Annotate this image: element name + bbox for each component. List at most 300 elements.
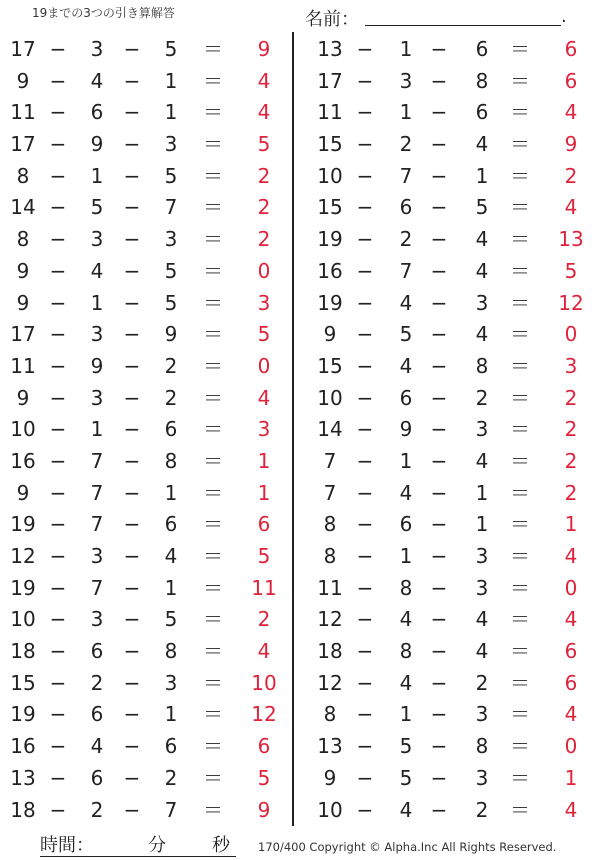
third-number: 2 (164, 765, 178, 790)
minus-sign: − (123, 163, 141, 188)
second-number: 4 (399, 797, 413, 822)
first-number: 19 (317, 290, 343, 315)
minus-sign: − (430, 544, 448, 568)
second-number: 7 (90, 512, 104, 537)
third-number: 8 (475, 353, 489, 378)
time-label: 時間： (40, 835, 94, 856)
second-number: 1 (399, 702, 413, 727)
problem-row (305, 668, 595, 700)
first-number: 18 (10, 639, 36, 664)
minus-sign: − (123, 544, 141, 568)
minus-sign: − (356, 575, 374, 600)
answer: 0 (257, 353, 271, 378)
equals-sign: ＝ (510, 163, 530, 188)
second-number: 3 (90, 227, 104, 252)
equals-sign: ＝ (203, 290, 223, 315)
answer: 6 (564, 68, 578, 93)
sheet-title: 19までの3つの引き算解答 (32, 6, 175, 20)
second-number: 4 (399, 353, 413, 378)
third-number: 2 (475, 385, 489, 410)
answer: 4 (257, 100, 271, 125)
time-field[interactable] (40, 828, 236, 857)
equals-sign: ＝ (510, 734, 530, 759)
problem-row (0, 668, 290, 700)
minus-sign: − (123, 480, 141, 505)
seconds-label: 秒 (212, 835, 230, 856)
equals-sign: ＝ (510, 290, 530, 315)
minus-sign: − (430, 37, 448, 61)
equals-sign: ＝ (510, 607, 530, 632)
answer: 0 (564, 734, 578, 759)
second-number: 4 (90, 734, 104, 759)
equals-sign: ＝ (510, 353, 530, 378)
answer: 1 (564, 765, 578, 790)
minus-sign: − (356, 670, 374, 695)
third-number: 1 (164, 68, 178, 93)
first-number: 7 (323, 448, 337, 473)
minus-sign: − (49, 258, 67, 283)
answer: 6 (257, 734, 271, 759)
equals-sign: ＝ (510, 385, 530, 410)
answer: 2 (564, 417, 578, 442)
copyright-footer: 170/400 Copyright © Alpha.Inc All Rights Reserved. (258, 840, 557, 854)
second-number: 7 (399, 258, 413, 283)
minus-sign: − (49, 639, 67, 664)
minus-sign: − (356, 227, 374, 252)
problem-row (305, 97, 595, 129)
third-number: 1 (164, 575, 178, 600)
first-number: 9 (16, 480, 30, 505)
equals-sign: ＝ (510, 639, 530, 664)
minus-sign: − (123, 607, 141, 632)
equals-sign: ＝ (203, 132, 223, 157)
problem-row (305, 129, 595, 161)
answer: 0 (564, 575, 578, 600)
answer: 3 (257, 290, 271, 315)
first-number: 12 (317, 607, 343, 632)
minus-sign: − (49, 385, 67, 410)
minus-sign: − (356, 417, 374, 442)
name-label: 名前： (305, 9, 359, 30)
problem-row (305, 604, 595, 636)
answer: 2 (564, 163, 578, 188)
first-number: 8 (16, 163, 30, 188)
first-number: 12 (317, 670, 343, 695)
third-number: 5 (164, 258, 178, 283)
third-number: 5 (164, 163, 178, 188)
second-number: 4 (90, 258, 104, 283)
problem-row (0, 541, 290, 573)
equals-sign: ＝ (510, 37, 530, 61)
minus-sign: − (49, 417, 67, 442)
minus-sign: − (430, 385, 448, 410)
second-number: 1 (399, 100, 413, 125)
minus-sign: − (356, 765, 374, 790)
problem-row (305, 288, 595, 320)
second-number: 2 (90, 797, 104, 822)
third-number: 3 (475, 417, 489, 442)
first-number: 13 (10, 765, 36, 790)
problem-row (305, 161, 595, 193)
minus-sign: − (430, 68, 448, 93)
third-number: 4 (475, 448, 489, 473)
minus-sign: − (123, 670, 141, 695)
first-number: 16 (10, 734, 36, 759)
minus-sign: − (49, 68, 67, 93)
equals-sign: ＝ (203, 512, 223, 537)
answer: 4 (564, 195, 578, 220)
problem-row (305, 414, 595, 446)
equals-sign: ＝ (510, 797, 530, 822)
equals-sign: ＝ (510, 227, 530, 252)
problem-row (0, 478, 290, 510)
minus-sign: − (123, 385, 141, 410)
minus-sign: − (430, 132, 448, 157)
minus-sign: − (49, 765, 67, 790)
minus-sign: − (49, 448, 67, 473)
answer: 9 (564, 132, 578, 157)
problem-row (0, 129, 290, 161)
first-number: 19 (10, 512, 36, 537)
equals-sign: ＝ (203, 607, 223, 632)
equals-sign: ＝ (203, 353, 223, 378)
problem-row (305, 351, 595, 383)
problem-row (0, 636, 290, 668)
answer: 2 (257, 227, 271, 252)
problem-row (0, 192, 290, 224)
second-number: 2 (399, 227, 413, 252)
problem-row (305, 509, 595, 541)
third-number: 4 (475, 639, 489, 664)
problem-row (0, 288, 290, 320)
problem-row (305, 224, 595, 256)
minus-sign: − (123, 68, 141, 93)
second-number: 1 (90, 290, 104, 315)
third-number: 8 (164, 639, 178, 664)
equals-sign: ＝ (510, 100, 530, 125)
answer: 6 (257, 512, 271, 537)
second-number: 4 (399, 670, 413, 695)
answer: 4 (564, 100, 578, 125)
second-number: 3 (399, 68, 413, 93)
answer: 2 (564, 448, 578, 473)
name-field[interactable] (305, 2, 595, 30)
minus-sign: − (49, 670, 67, 695)
answer: 4 (257, 385, 271, 410)
equals-sign: ＝ (510, 512, 530, 537)
third-number: 5 (164, 607, 178, 632)
third-number: 1 (475, 512, 489, 537)
minus-sign: − (49, 797, 67, 822)
third-number: 3 (475, 575, 489, 600)
minus-sign: − (49, 575, 67, 600)
first-number: 18 (317, 639, 343, 664)
answer: 0 (564, 322, 578, 347)
minus-sign: − (356, 702, 374, 727)
equals-sign: ＝ (203, 227, 223, 252)
first-number: 14 (10, 195, 36, 220)
third-number: 4 (475, 132, 489, 157)
third-number: 4 (475, 607, 489, 632)
third-number: 3 (164, 227, 178, 252)
second-number: 1 (399, 448, 413, 473)
equals-sign: ＝ (203, 448, 223, 473)
equals-sign: ＝ (510, 68, 530, 93)
problem-row (305, 795, 595, 827)
answer: 12 (251, 702, 277, 727)
equals-sign: ＝ (203, 163, 223, 188)
minus-sign: − (430, 512, 448, 537)
answer: 1 (257, 480, 271, 505)
problem-row (0, 699, 290, 731)
minus-sign: − (430, 797, 448, 822)
first-number: 17 (10, 37, 36, 61)
third-number: 9 (164, 322, 178, 347)
third-number: 2 (164, 353, 178, 378)
minus-sign: − (430, 607, 448, 632)
minus-sign: − (430, 417, 448, 442)
answer: 4 (564, 797, 578, 822)
second-number: 4 (399, 290, 413, 315)
problem-row (305, 573, 595, 605)
minus-sign: − (430, 227, 448, 252)
first-number: 19 (317, 227, 343, 252)
answer: 13 (558, 227, 584, 252)
minus-sign: − (430, 639, 448, 664)
answer: 5 (257, 322, 271, 347)
first-number: 13 (317, 37, 343, 61)
right-problem-column (305, 34, 595, 826)
problem-row (305, 636, 595, 668)
minus-sign: − (356, 100, 374, 125)
problem-row (0, 161, 290, 193)
minus-sign: − (123, 322, 141, 347)
answer: 10 (251, 670, 277, 695)
minutes-label: 分 (148, 835, 166, 856)
third-number: 3 (164, 132, 178, 157)
minus-sign: − (430, 163, 448, 188)
minus-sign: − (430, 670, 448, 695)
third-number: 6 (475, 100, 489, 125)
equals-sign: ＝ (203, 480, 223, 505)
answer: 0 (257, 258, 271, 283)
equals-sign: ＝ (203, 765, 223, 790)
minus-sign: − (123, 353, 141, 378)
third-number: 8 (475, 68, 489, 93)
minus-sign: − (430, 575, 448, 600)
third-number: 1 (164, 480, 178, 505)
first-number: 15 (317, 132, 343, 157)
minus-sign: − (430, 765, 448, 790)
first-number: 13 (317, 734, 343, 759)
answer: 4 (564, 544, 578, 568)
minus-sign: − (356, 258, 374, 283)
minus-sign: − (356, 68, 374, 93)
problem-row (305, 66, 595, 98)
minus-sign: − (123, 797, 141, 822)
minus-sign: − (49, 195, 67, 220)
problem-row (0, 319, 290, 351)
answer: 3 (564, 353, 578, 378)
third-number: 5 (164, 37, 178, 61)
second-number: 7 (90, 448, 104, 473)
minus-sign: − (123, 639, 141, 664)
minus-sign: − (356, 797, 374, 822)
third-number: 8 (475, 734, 489, 759)
problem-row (305, 541, 595, 573)
first-number: 16 (317, 258, 343, 283)
second-number: 4 (399, 607, 413, 632)
problem-row (0, 66, 290, 98)
minus-sign: − (430, 100, 448, 125)
third-number: 1 (164, 702, 178, 727)
minus-sign: − (123, 195, 141, 220)
minus-sign: − (356, 607, 374, 632)
minus-sign: − (123, 100, 141, 125)
third-number: 3 (475, 702, 489, 727)
equals-sign: ＝ (510, 480, 530, 505)
minus-sign: − (123, 575, 141, 600)
first-number: 8 (323, 702, 337, 727)
minus-sign: − (430, 195, 448, 220)
first-number: 10 (317, 163, 343, 188)
equals-sign: ＝ (510, 670, 530, 695)
second-number: 7 (90, 480, 104, 505)
equals-sign: ＝ (203, 544, 223, 568)
minus-sign: − (356, 132, 374, 157)
minus-sign: − (356, 480, 374, 505)
answer: 11 (251, 575, 277, 600)
minus-sign: − (430, 290, 448, 315)
second-number: 8 (399, 575, 413, 600)
second-number: 4 (399, 480, 413, 505)
answer: 2 (564, 385, 578, 410)
equals-sign: ＝ (203, 68, 223, 93)
minus-sign: − (430, 448, 448, 473)
second-number: 6 (399, 195, 413, 220)
minus-sign: − (123, 702, 141, 727)
second-number: 3 (90, 322, 104, 347)
equals-sign: ＝ (510, 322, 530, 347)
second-number: 5 (399, 734, 413, 759)
first-number: 10 (10, 417, 36, 442)
equals-sign: ＝ (510, 544, 530, 568)
problem-row (305, 446, 595, 478)
minus-sign: − (430, 258, 448, 283)
minus-sign: − (356, 385, 374, 410)
answer: 4 (564, 607, 578, 632)
problem-row (305, 731, 595, 763)
first-number: 11 (10, 100, 36, 125)
answer: 1 (564, 512, 578, 537)
equals-sign: ＝ (510, 702, 530, 727)
problem-row (305, 383, 595, 415)
second-number: 1 (90, 417, 104, 442)
minus-sign: − (356, 544, 374, 568)
problem-row (0, 731, 290, 763)
minus-sign: − (49, 290, 67, 315)
second-number: 6 (90, 100, 104, 125)
equals-sign: ＝ (203, 734, 223, 759)
third-number: 1 (475, 480, 489, 505)
equals-sign: ＝ (510, 132, 530, 157)
second-number: 6 (90, 639, 104, 664)
first-number: 11 (317, 575, 343, 600)
second-number: 9 (399, 417, 413, 442)
minus-sign: − (356, 512, 374, 537)
third-number: 6 (164, 734, 178, 759)
problem-row (0, 414, 290, 446)
problem-row (305, 192, 595, 224)
minus-sign: − (123, 448, 141, 473)
first-number: 9 (16, 290, 30, 315)
equals-sign: ＝ (203, 575, 223, 600)
minus-sign: − (430, 702, 448, 727)
answer: 12 (558, 290, 584, 315)
problem-row (0, 256, 290, 288)
first-number: 9 (323, 322, 337, 347)
second-number: 7 (399, 163, 413, 188)
problem-row (305, 478, 595, 510)
first-number: 19 (10, 575, 36, 600)
third-number: 1 (164, 100, 178, 125)
first-number: 10 (317, 797, 343, 822)
minus-sign: − (356, 353, 374, 378)
first-number: 17 (317, 68, 343, 93)
equals-sign: ＝ (203, 195, 223, 220)
first-number: 8 (323, 544, 337, 568)
second-number: 1 (399, 37, 413, 61)
problem-row (0, 34, 290, 66)
third-number: 7 (164, 797, 178, 822)
minus-sign: − (356, 37, 374, 61)
first-number: 18 (10, 797, 36, 822)
first-number: 9 (16, 385, 30, 410)
problem-row (0, 224, 290, 256)
problem-row (0, 351, 290, 383)
minus-sign: − (123, 765, 141, 790)
equals-sign: ＝ (203, 639, 223, 664)
second-number: 2 (90, 670, 104, 695)
first-number: 7 (323, 480, 337, 505)
minus-sign: − (430, 353, 448, 378)
third-number: 1 (475, 163, 489, 188)
problem-row (305, 34, 595, 66)
minus-sign: − (49, 702, 67, 727)
second-number: 5 (399, 322, 413, 347)
minus-sign: − (123, 290, 141, 315)
minus-sign: − (356, 322, 374, 347)
problem-row (305, 319, 595, 351)
second-number: 6 (90, 702, 104, 727)
problem-row (0, 573, 290, 605)
equals-sign: ＝ (203, 417, 223, 442)
minus-sign: − (49, 100, 67, 125)
equals-sign: ＝ (203, 702, 223, 727)
equals-sign: ＝ (203, 258, 223, 283)
minus-sign: − (123, 512, 141, 537)
answer: 6 (564, 37, 578, 61)
equals-sign: ＝ (203, 797, 223, 822)
answer: 2 (257, 607, 271, 632)
third-number: 3 (475, 765, 489, 790)
first-number: 9 (16, 258, 30, 283)
second-number: 8 (399, 639, 413, 664)
third-number: 4 (475, 258, 489, 283)
answer: 4 (564, 702, 578, 727)
equals-sign: ＝ (203, 37, 223, 61)
problem-row (0, 446, 290, 478)
